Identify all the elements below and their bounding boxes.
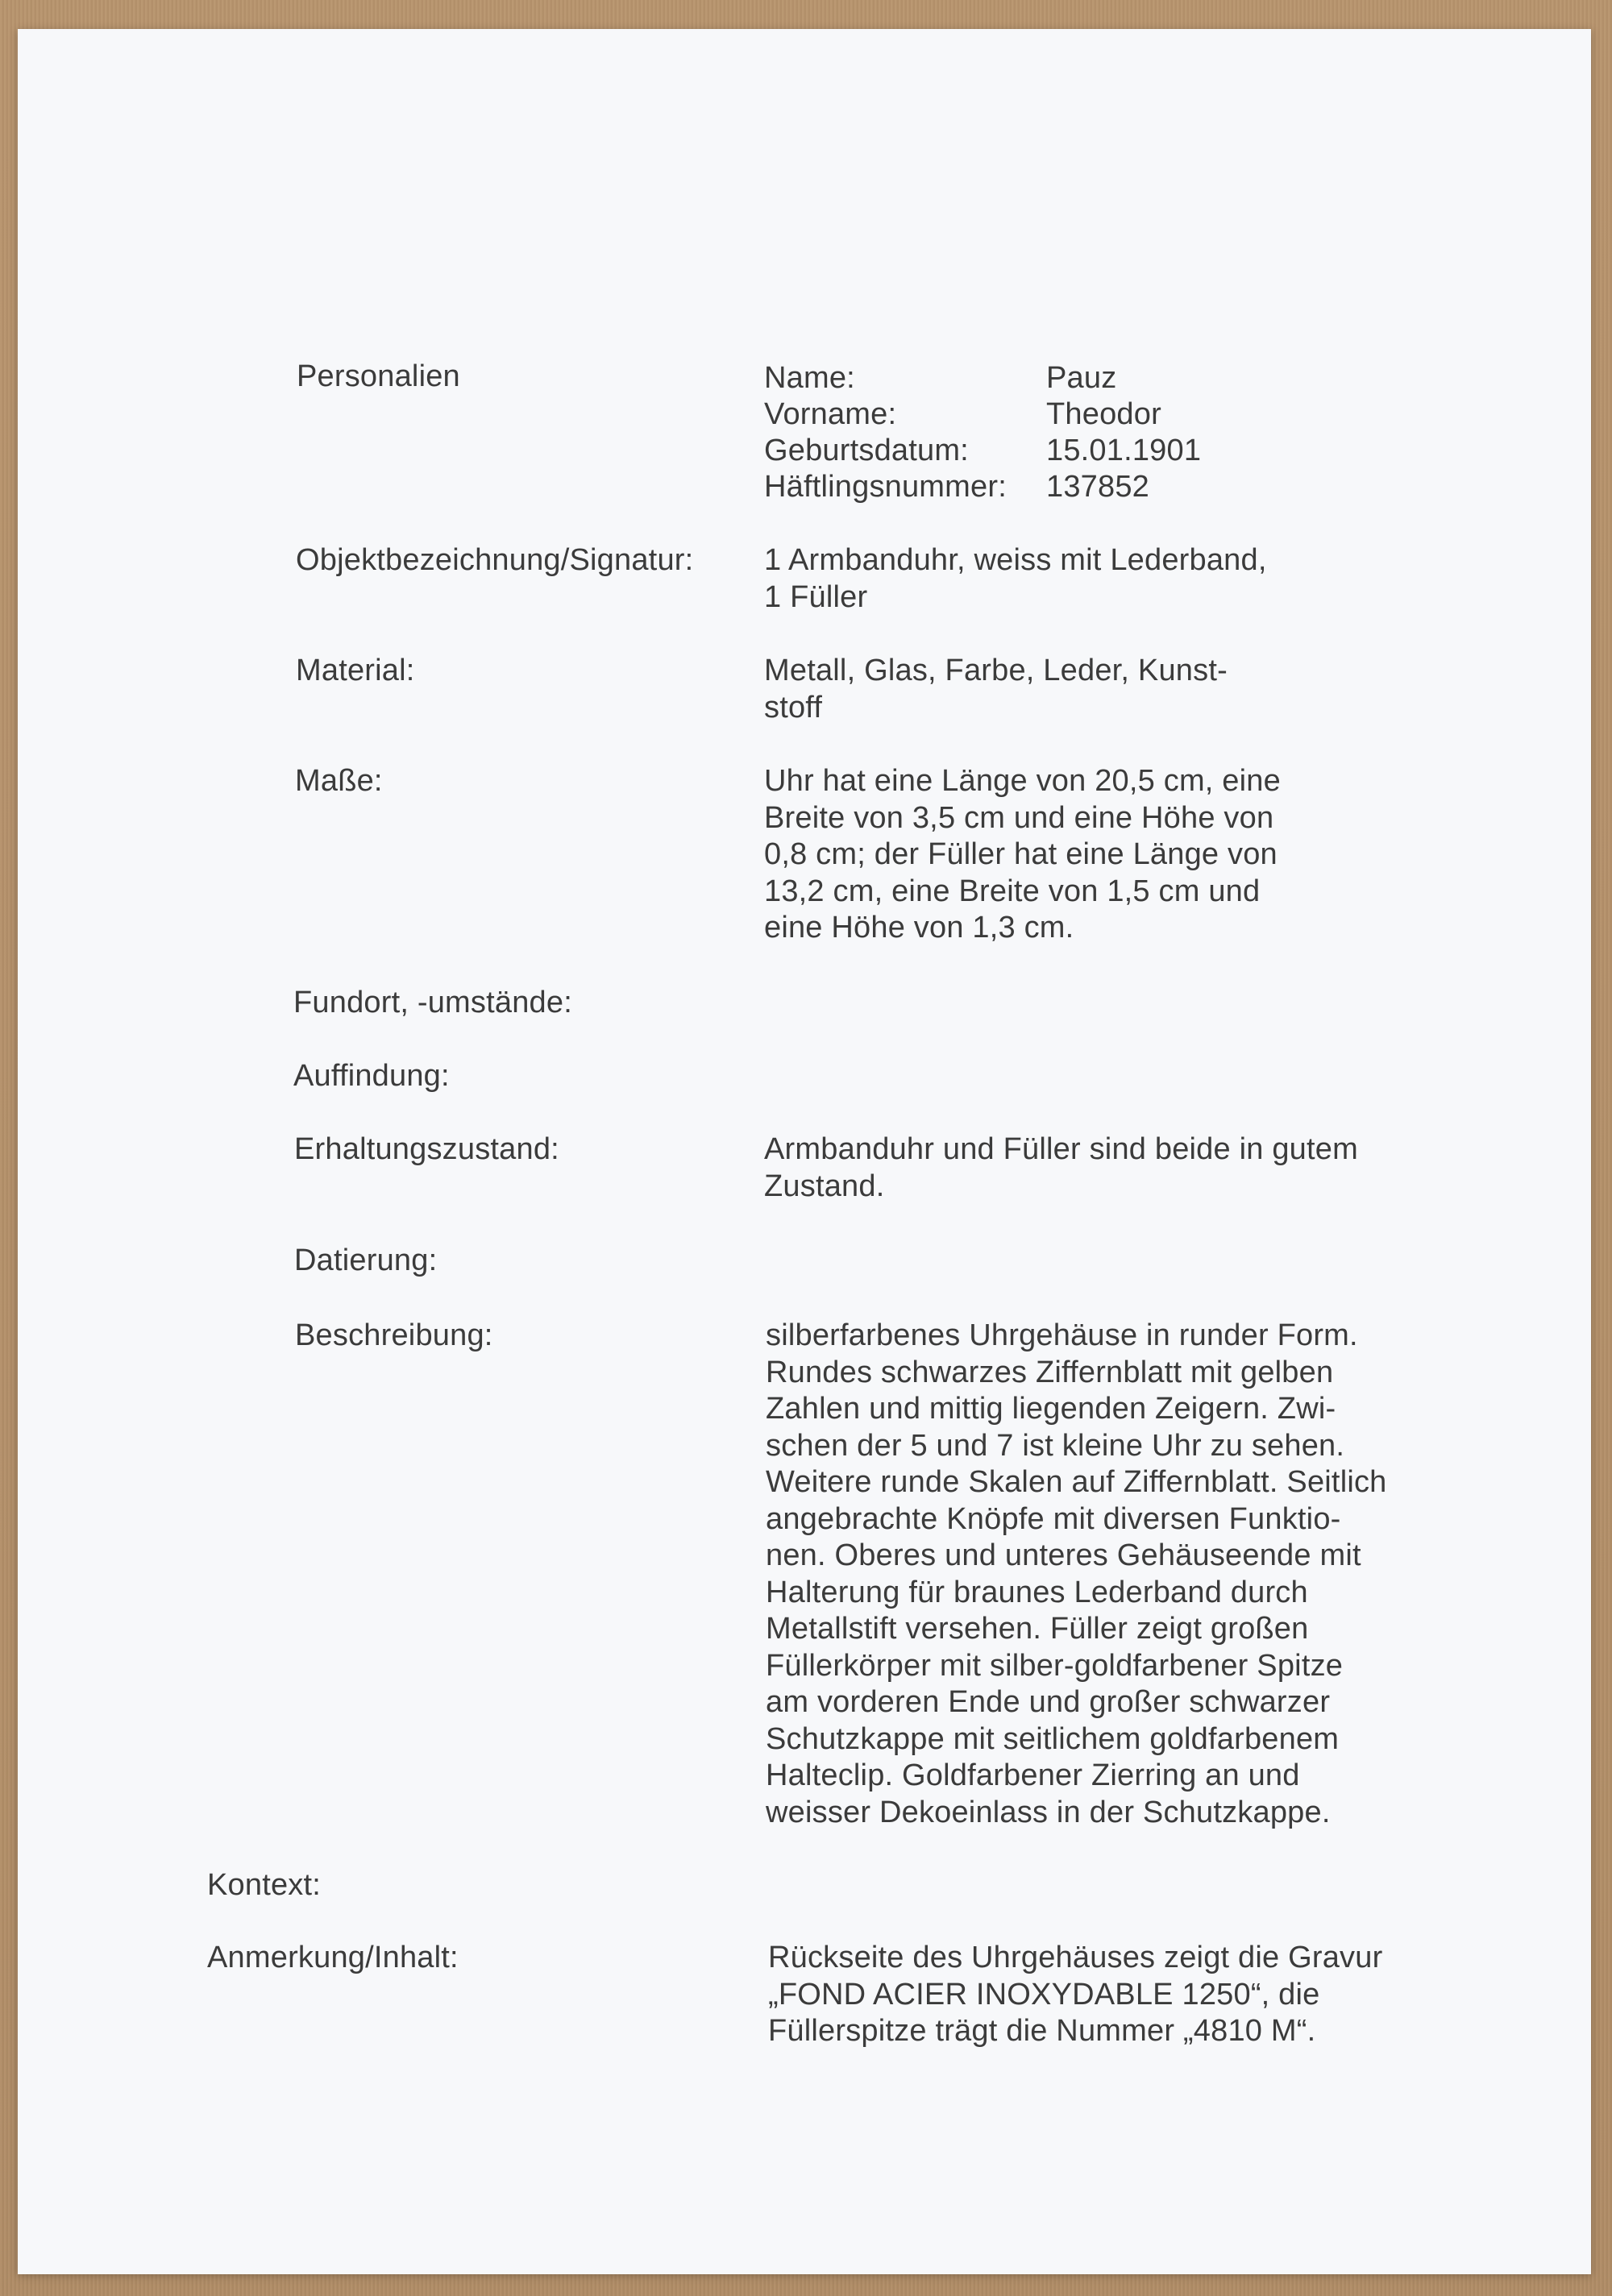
objektbezeichnung-label: Objektbezeichnung/Signatur: (296, 543, 694, 577)
geburtsdatum-value: 15.01.1901 (1046, 434, 1202, 467)
beschreibung-value: silberfarbenes Uhrgehäuse in runder Form. Rundes schwarzes Ziffernblatt mit gelben Zahlen und mittig liegenden Zeigern. Zwi- schen der 5 und 7 ist kleine Uhr zu sehen. Weitere runde Skalen auf Ziffernblatt. Seitlich angebrachte Knöpfe mit diversen Funktio- nen. Oberes und unteres Gehäuseende mit Halterung für braunes Lederband durch Metallstift versehen. Füller zeigt großen Füllerkörper mit silber-goldfarbener Spitze am vorderen Ende und großer schwarzer Schutzkappe mit seitlichem goldfarbenem Halteclip. Goldfarbener Zierring an und weisser Dekoeinlass in der Schutzkappe. (766, 1318, 1387, 1829)
haeftlingsnummer-label: Häftlingsnummer: (764, 470, 1007, 504)
geburtsdatum-label: Geburtsdatum: (764, 434, 969, 467)
name-label: Name: (764, 361, 855, 395)
erhaltungszustand-value: Armbanduhr und Füller sind beide in gutem Zustand. (764, 1132, 1358, 1203)
masse-label: Maße: (295, 764, 383, 798)
name-value: Pauz (1046, 361, 1117, 395)
auffindung-label: Auffindung: (293, 1059, 450, 1093)
anmerkung-label: Anmerkung/Inhalt: (207, 1941, 459, 1974)
fundort-label: Fundort, -umstände: (293, 986, 572, 1019)
material-value: Metall, Glas, Farbe, Leder, Kunst- stoff (764, 654, 1228, 725)
vorname-value: Theodor (1046, 397, 1161, 431)
datierung-label: Datierung: (294, 1243, 438, 1277)
personalien-label: Personalien (297, 359, 460, 393)
masse-value: Uhr hat eine Länge von 20,5 cm, eine Breite von 3,5 cm und eine Höhe von 0,8 cm; der Füller hat eine Länge von 13,2 cm, eine Breite von 1,5 cm und eine Höhe von 1,3 cm. (764, 764, 1281, 945)
erhaltungszustand-label: Erhaltungszustand: (294, 1132, 559, 1166)
material-label: Material: (296, 654, 415, 687)
anmerkung-value: Rückseite des Uhrgehäuses zeigt die Gravur „FOND ACIER INOXYDABLE 1250“, die Füllerspitze trägt die Nummer „4810 M“. (768, 1941, 1383, 2048)
vorname-label: Vorname: (764, 397, 897, 431)
beschreibung-label: Beschreibung: (295, 1318, 493, 1352)
haeftlingsnummer-value: 137852 (1046, 470, 1150, 504)
objektbezeichnung-value: 1 Armbanduhr, weiss mit Lederband, 1 Füller (764, 543, 1267, 614)
kontext-label: Kontext: (207, 1868, 322, 1902)
